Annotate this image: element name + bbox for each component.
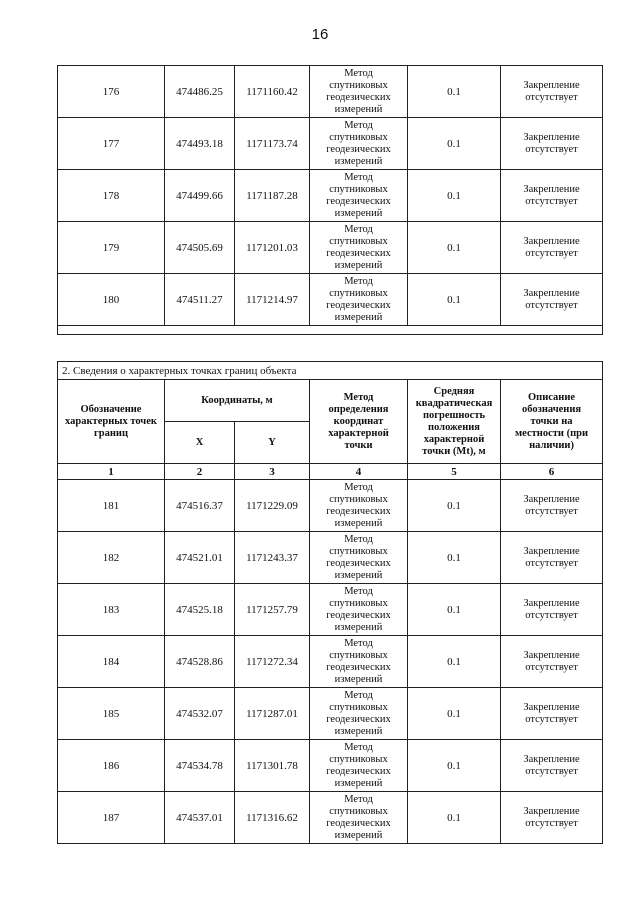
description-cell: Закрепление отсутствует: [501, 740, 603, 792]
table-row: [58, 66, 603, 118]
header-mt: Средняя квадратическая погрешность положения характерной точки (Mt), м: [408, 380, 501, 464]
header-method: Метод определения координат характерной точки: [310, 380, 408, 464]
method-cell: Метод спутниковых геодезических измерений: [310, 584, 408, 636]
column-number: 4: [310, 464, 408, 480]
method-cell: Метод спутниковых геодезических измерений: [310, 170, 408, 222]
coord-x: 474528.86: [165, 636, 235, 688]
coord-y: 1171257.79: [235, 584, 310, 636]
column-number: 2: [165, 464, 235, 480]
column-number-row: [58, 464, 603, 480]
description-cell: Закрепление отсутствует: [501, 480, 603, 532]
header-y: Y: [235, 422, 310, 464]
coord-x: 474532.07: [165, 688, 235, 740]
method-cell: Метод спутниковых геодезических измерений: [310, 792, 408, 844]
coord-x: 474534.78: [165, 740, 235, 792]
table-row: [58, 480, 603, 532]
mt-value: 0.1: [408, 274, 501, 326]
point-id: 179: [58, 222, 165, 274]
mt-value: 0.1: [408, 532, 501, 584]
coord-y: 1171287.01: [235, 688, 310, 740]
coord-y: 1171316.62: [235, 792, 310, 844]
coord-y: 1171201.03: [235, 222, 310, 274]
table-end-row: [58, 326, 603, 335]
mt-value: 0.1: [408, 118, 501, 170]
point-id: 178: [58, 170, 165, 222]
description-cell: Закрепление отсутствует: [501, 170, 603, 222]
table-row: [58, 688, 603, 740]
mt-value: 0.1: [408, 688, 501, 740]
method-cell: Метод спутниковых геодезических измерений: [310, 118, 408, 170]
table-row: [58, 222, 603, 274]
method-cell: Метод спутниковых геодезических измерений: [310, 688, 408, 740]
coord-x: 474505.69: [165, 222, 235, 274]
coord-x: 474511.27: [165, 274, 235, 326]
coord-x: 474499.66: [165, 170, 235, 222]
table-row: [58, 170, 603, 222]
section-title-row: [58, 362, 603, 380]
column-number: 6: [501, 464, 603, 480]
section-title: 2. Сведения о характерных точках границ объекта: [58, 362, 603, 380]
column-number: 3: [235, 464, 310, 480]
method-cell: Метод спутниковых геодезических измерений: [310, 274, 408, 326]
coord-x: 474516.37: [165, 480, 235, 532]
point-id: 184: [58, 636, 165, 688]
header-description: Описание обозначения точки на местности (при наличии): [501, 380, 603, 464]
mt-value: 0.1: [408, 222, 501, 274]
points-table-continued: [57, 65, 603, 335]
mt-value: 0.1: [408, 170, 501, 222]
coord-y: 1171229.09: [235, 480, 310, 532]
point-id: 177: [58, 118, 165, 170]
header-row: [58, 380, 603, 422]
coord-x: 474525.18: [165, 584, 235, 636]
coord-x: 474486.25: [165, 66, 235, 118]
point-id: 180: [58, 274, 165, 326]
coord-y: 1171187.28: [235, 170, 310, 222]
method-cell: Метод спутниковых геодезических измерений: [310, 532, 408, 584]
table-row: [58, 274, 603, 326]
mt-value: 0.1: [408, 584, 501, 636]
coord-y: 1171214.97: [235, 274, 310, 326]
point-id: 186: [58, 740, 165, 792]
column-number: 5: [408, 464, 501, 480]
description-cell: Закрепление отсутствует: [501, 688, 603, 740]
mt-value: 0.1: [408, 66, 501, 118]
page-number: 16: [311, 26, 329, 43]
description-cell: Закрепление отсутствует: [501, 222, 603, 274]
mt-value: 0.1: [408, 740, 501, 792]
header-x: X: [165, 422, 235, 464]
header-coords: Координаты, м: [165, 380, 310, 422]
mt-value: 0.1: [408, 480, 501, 532]
column-number: 1: [58, 464, 165, 480]
table-row: [58, 584, 603, 636]
table-row: [58, 532, 603, 584]
description-cell: Закрепление отсутствует: [501, 636, 603, 688]
coord-y: 1171272.34: [235, 636, 310, 688]
table-row: [58, 118, 603, 170]
table-row: [58, 636, 603, 688]
coord-y: 1171160.42: [235, 66, 310, 118]
boundary-points-table: [57, 361, 603, 844]
mt-value: 0.1: [408, 792, 501, 844]
method-cell: Метод спутниковых геодезических измерений: [310, 480, 408, 532]
description-cell: Закрепление отсутствует: [501, 274, 603, 326]
method-cell: Метод спутниковых геодезических измерений: [310, 740, 408, 792]
description-cell: Закрепление отсутствует: [501, 66, 603, 118]
coord-y: 1171173.74: [235, 118, 310, 170]
description-cell: Закрепление отсутствует: [501, 532, 603, 584]
description-cell: Закрепление отсутствует: [501, 584, 603, 636]
point-id: 181: [58, 480, 165, 532]
point-id: 176: [58, 66, 165, 118]
description-cell: Закрепление отсутствует: [501, 792, 603, 844]
mt-value: 0.1: [408, 636, 501, 688]
method-cell: Метод спутниковых геодезических измерений: [310, 636, 408, 688]
coord-y: 1171243.37: [235, 532, 310, 584]
description-cell: Закрепление отсутствует: [501, 118, 603, 170]
header-designation: Обозначение характерных точек границ: [58, 380, 165, 464]
coord-x: 474537.01: [165, 792, 235, 844]
coord-y: 1171301.78: [235, 740, 310, 792]
table-row: [58, 740, 603, 792]
point-id: 182: [58, 532, 165, 584]
coord-x: 474521.01: [165, 532, 235, 584]
method-cell: Метод спутниковых геодезических измерений: [310, 66, 408, 118]
table-row: [58, 792, 603, 844]
method-cell: Метод спутниковых геодезических измерений: [310, 222, 408, 274]
coord-x: 474493.18: [165, 118, 235, 170]
point-id: 185: [58, 688, 165, 740]
point-id: 183: [58, 584, 165, 636]
point-id: 187: [58, 792, 165, 844]
